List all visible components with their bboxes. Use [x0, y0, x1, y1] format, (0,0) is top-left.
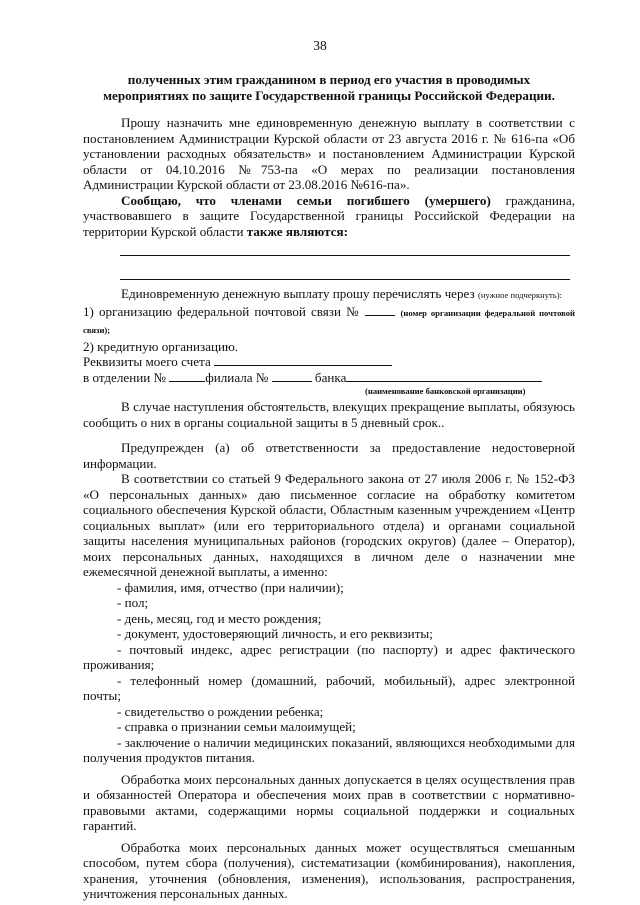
list-item: - день, месяц, год и место рождения; [117, 610, 322, 626]
processing-method-paragraph: Обработка моих персональных данных может осуществляться смешанным способом, путем сбора (получения), систематизации (комбинирования), накопления, хранения, уточнения (обновления, изменения), использования, распространения, уничтожения персональных данных. [83, 839, 575, 901]
option-credit: 2) кредитную организацию. [83, 338, 239, 354]
payment-hint: (нужное подчеркнуть): [477, 290, 562, 300]
branch-line [83, 370, 575, 386]
list-item: - фамилия, имя, отчество (при наличии); [117, 579, 344, 595]
option-postal [83, 304, 575, 339]
filial-label: филиала № [205, 369, 269, 385]
option-postal-hint: (номер организации федеральной почтовой связи); [83, 307, 575, 335]
warning-paragraph: Предупрежден (а) об ответственности за предоставление недостоверной информации. [83, 440, 575, 471]
branch-number-field[interactable] [169, 370, 205, 382]
payment-intro: Единовременную денежную выплату прошу перечислять через [121, 286, 475, 301]
list-item: - телефонный номер (домашний, рабочий, мобильный), адрес электронной почты; [83, 672, 575, 703]
section-heading: полученных этим гражданином в период его участия в проводимых мероприятиях по защите Государственной границы Российской Федерации. [103, 72, 555, 103]
requisites-line [83, 354, 575, 370]
processing-purpose-paragraph: Обработка моих персональных данных допускается в целях осуществления прав и обязанностей Оператора и обеспечения моих прав в соответствии с нормативно-правовыми актами, содержащими нормы социальной поддержки и социальных гарантий. [83, 771, 575, 833]
document-body [83, 0, 575, 902]
branch-label: в отделении № [83, 369, 166, 385]
payment-paragraph [83, 286, 575, 304]
personal-data-list [83, 580, 575, 766]
family-member-line-1[interactable] [120, 239, 570, 256]
bank-label: банка [314, 369, 347, 385]
list-item: - почтовый индекс, адрес регистрации (по паспорту) и адрес фактического проживания; [83, 641, 575, 672]
list-item: - справка о признании семьи малоимущей; [117, 719, 356, 734]
family-member-line-2[interactable] [120, 264, 570, 281]
postal-number-field[interactable] [365, 304, 395, 316]
list-item: - заключение о наличии медицинских показаний, являющихся необходимыми для получения продуктов питания. [83, 734, 575, 765]
family-statement-bold: Сообщаю, что членами семьи погибшего (умершего) [121, 192, 491, 208]
bank-name-field[interactable] [346, 370, 542, 382]
list-item: - свидетельство о рождении ребенка; [117, 703, 324, 719]
bank-hint: (наименование банковской организации) [365, 386, 526, 396]
consent-paragraph: В соответствии со статьей 9 Федерального закона от 27 июля 2006 г. № 152-ФЗ «О персональных данных» даю письменное согласие на обработку комитетом социального обеспечения Курской области, Областным казенным учреждением «Центр социальных выплат» (или его территориального отдела) и органами социальной защиты населения муниципальных районов (городских округов) (далее – Оператор), моих персональных данных, находящихся в личном деле о назначении мне ежемесячной денежной выплаты, а именно: [83, 471, 575, 579]
list-item: - документ, удостоверяющий личность, и его реквизиты; [117, 626, 433, 641]
family-statement-bold-end: также являются: [246, 223, 348, 239]
account-number-field[interactable] [214, 354, 392, 366]
family-paragraph [83, 193, 575, 240]
requisites-label: Реквизиты моего счета [83, 354, 211, 369]
page-number: 38 [313, 38, 327, 53]
list-item: - пол; [117, 595, 149, 610]
family-statement-text: гражданина, участвовавшего в защите Государственной границы Российской Федерации на территории Курской области [83, 192, 575, 239]
notify-paragraph: В случае наступления обстоятельств, влекущих прекращение выплаты, обязуюсь сообщить о них в органы социальной защиты в 5 дневный срок.. [83, 399, 575, 430]
request-paragraph: Прошу назначить мне единовременную денежную выплату в соответствии с постановлением Администрации Курской области от 23 августа 2016 г. № 616-па «Об установлении расходных обязательств» и постановлением Администрации Курской области от 04.10.2016 №753-па «О мерах по реализации постановления Администрации Курской области от 23.08.2016 №616-па». [83, 115, 575, 192]
option-postal-text: 1) организацию федеральной почтовой связи № [83, 303, 361, 319]
filial-number-field[interactable] [272, 370, 312, 382]
